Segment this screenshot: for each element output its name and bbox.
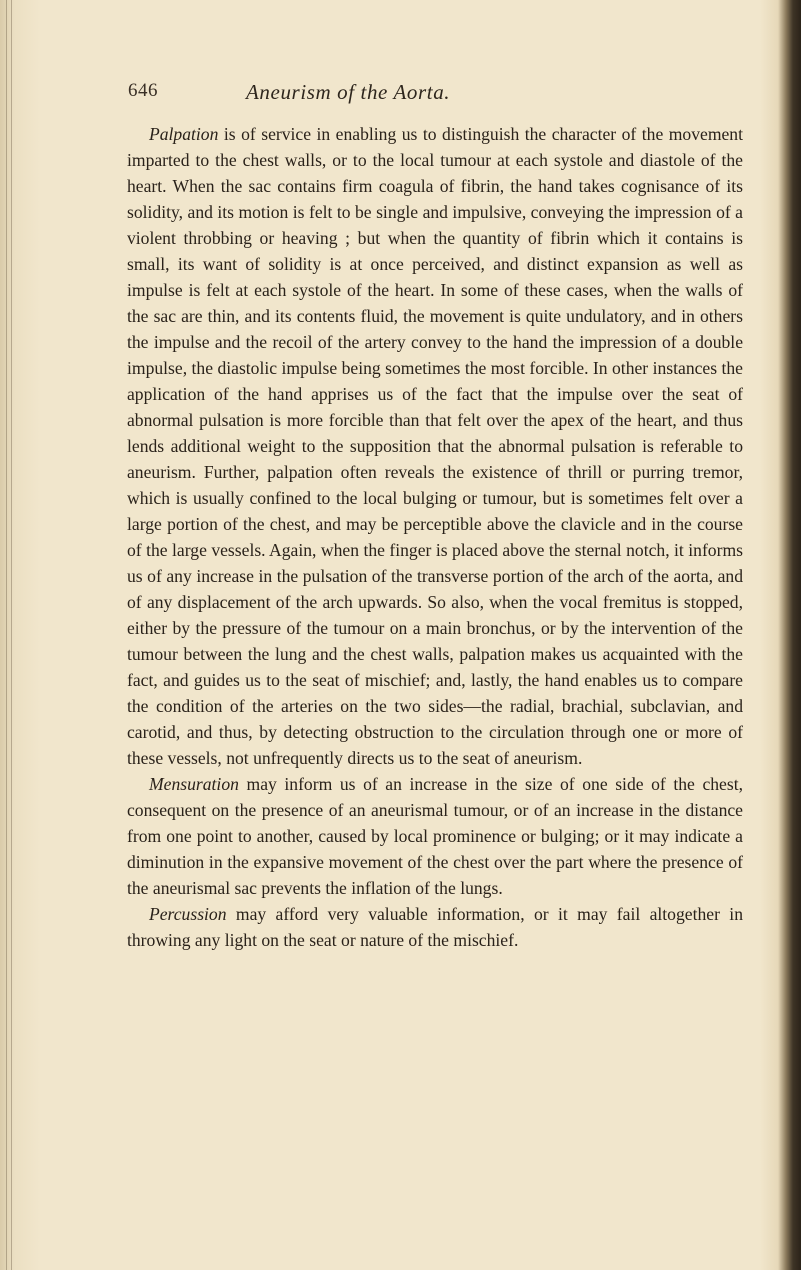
paragraph-body: may afford very valuable information, or it may fail altogether in throwing any light on the seat or nature of the mischief. bbox=[127, 904, 743, 950]
paragraph-palpation bbox=[127, 121, 743, 771]
gutter-shadow-line bbox=[6, 0, 7, 1270]
paragraph-lead-term: Percussion bbox=[149, 904, 227, 924]
paragraph-lead-term: Mensuration bbox=[149, 774, 239, 794]
paragraph-body: may inform us of an increase in the size of one side of the chest, consequent on the presence of an aneurismal tumour, or of an increase in the distance from one point to another, caused by local prominence or bulging; or it may indicate a diminution in the expansive movement of the chest over the part where the presence of the aneurismal sac prevents the inflation of the lungs. bbox=[127, 774, 743, 898]
paragraph-body: is of service in enabling us to distinguish the character of the movement imparted to the chest walls, or to the local tumour at each systole and diastole of the heart. When the sac contains firm coagula of fibrin, the hand takes cognisance of its solidity, and its motion is felt to be single and impulsive, conveying the impression of a violent throbbing or heaving ; but when the quantity of fibrin which it contains is small, its want of solidity is at once perceived, and distinct expansion as well as impulse is felt at each systole of the heart. In some of these cases, when the walls of the sac are thin, and its contents fluid, the movement is quite undulatory, and in others the impulse and the recoil of the artery convey to the hand the impression of a double impulse, the diastolic impulse being sometimes the most forcible. In other instances the application of the hand apprises us of the fact that the impulse over the seat of abnormal pulsation is more forcible than that felt over the apex of the heart, and thus lends additional weight to the supposition that the abnormal pulsation is referable to aneurism. Further, palpation often reveals the existence of thrill or purring tremor, which is usually confined to the local bulging or tumour, but is sometimes felt over a large portion of the chest, and may be perceptible above the clavicle and in the course of the large vessels. Again, when the finger is placed above the sternal notch, it informs us of any increase in the pulsation of the transverse portion of the arch of the aorta, and of any displacement of the arch upwards. So also, when the vocal fremitus is stopped, either by the pressure of the tumour on a main bronchus, or by the intervention of the tumour between the lung and the chest walls, palpation makes us acquainted with the fact, and guides us to the seat of mischief; and, lastly, the hand enables us to compare the condition of the arteries on the two sides—the radial, brachial, subclavian, and carotid, and thus, by detecting obstruction to the circulation through one or more of these vessels, not unfrequently directs us to the seat of aneurism. bbox=[127, 124, 743, 768]
running-title: Aneurism of the Aorta. bbox=[246, 80, 451, 104]
page-number: 646 bbox=[128, 80, 158, 101]
paragraph-lead-term: Palpation bbox=[149, 124, 219, 144]
paragraph-percussion bbox=[127, 901, 743, 953]
page-header bbox=[128, 80, 688, 120]
body-text bbox=[127, 121, 743, 953]
paragraph-mensuration bbox=[127, 771, 743, 901]
gutter-shadow-line bbox=[11, 0, 12, 1270]
